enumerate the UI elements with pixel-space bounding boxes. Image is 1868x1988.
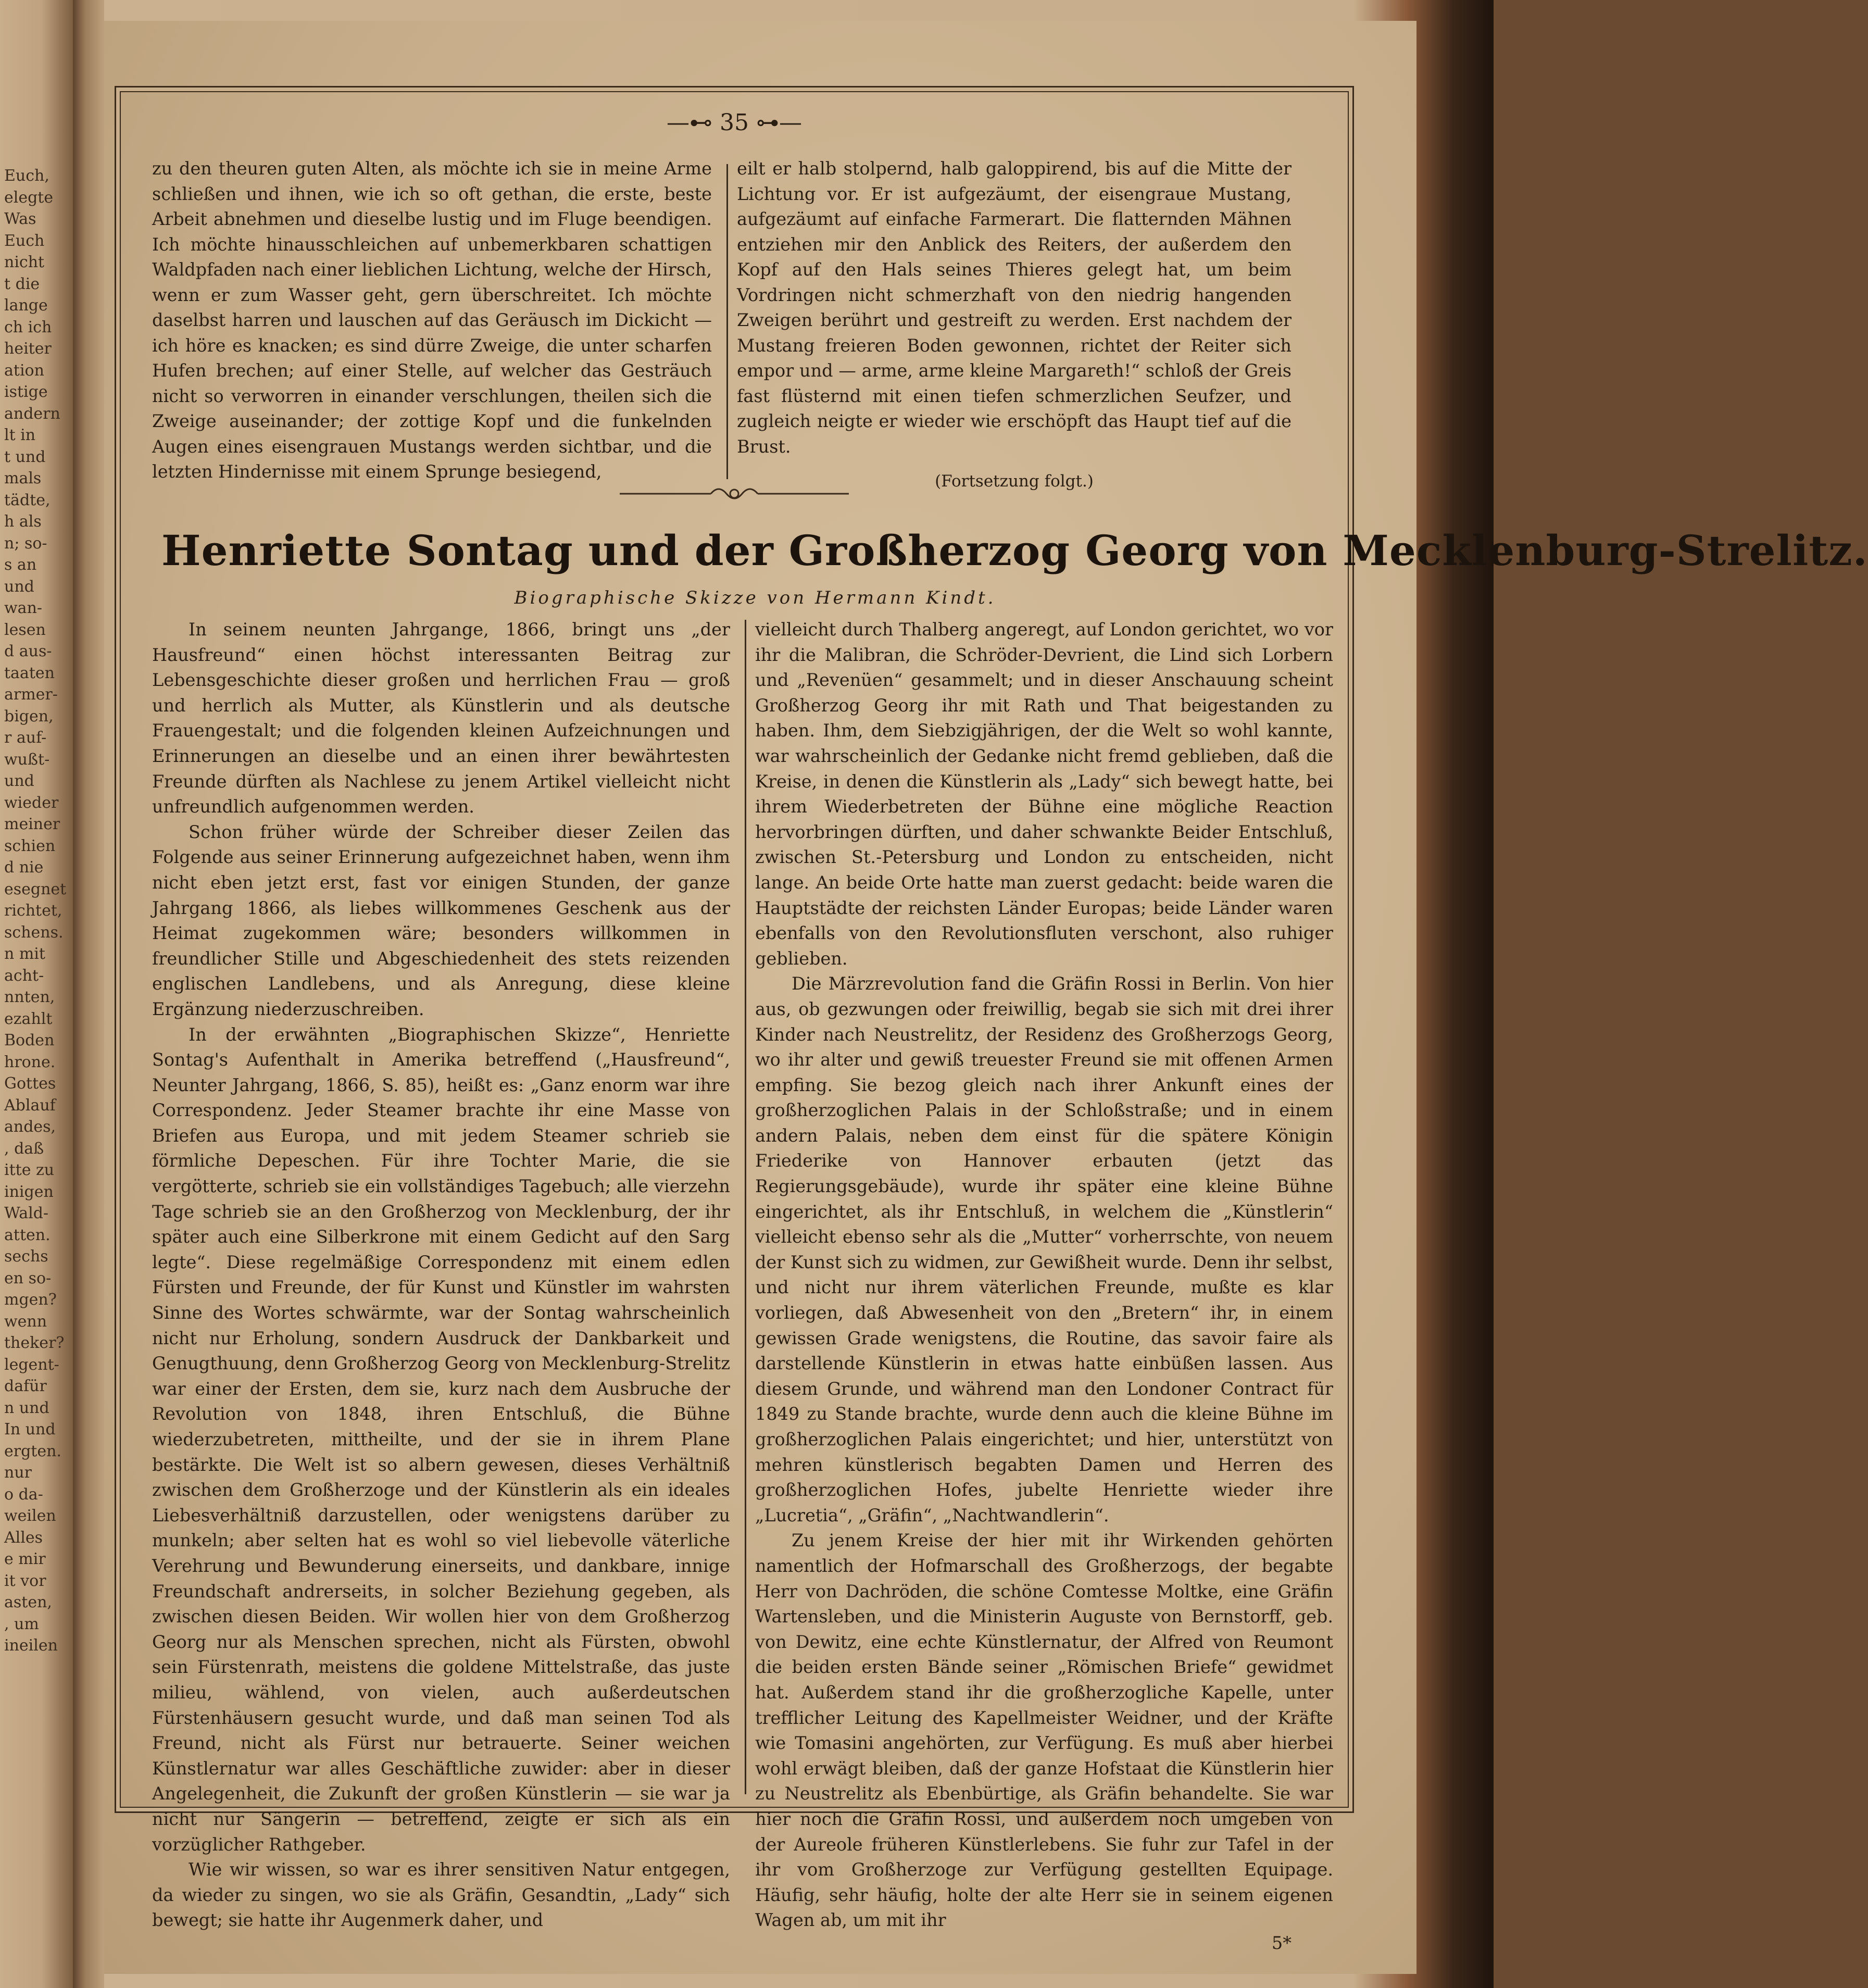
left-page-fragment: theker? (4, 1334, 65, 1352)
left-page-fragment: d nie (4, 858, 44, 877)
left-page-fragment: n mit (4, 945, 45, 963)
left-page-fragment: esegnet (4, 880, 67, 898)
left-page-fragment: sechs (4, 1247, 48, 1266)
left-page-fragment: asten, (4, 1593, 52, 1611)
left-page-fragment: d aus- (4, 642, 52, 660)
paragraph: Zu jenem Kreise der hier mit ihr Wirkenden gehörten namentlich der Hofmarschall des Großherzogs, der begabte Herr von Dachröden, die schöne Comtesse Moltke, eine Gräfin Wartensleben, und die Ministerin Auguste von Bernstorff, geb. von Dewitz, eine echte Künstlernatur, der Alfred von Reumont die beiden ersten Bände seiner „Römischen Briefe“ gewidmet hat. Außerdem stand ihr die großherzogliche Kapelle, unter trefflicher Leitung des Kapellmeister Weidner, und der Kräfte wie Tomasini angehörten, zur Verfügung. Es muß aber hierbei wohl erwägt bleiben, daß der ganze Hofstaat die Künstlerin hier zu Neustrelitz als Ebenbürtige, als Gräfin behandelte. Sie war hier noch die Gräfin Rossi, und außerdem noch umgeben von der Aureole früheren Künstlerlebens. Sie fuhr zur Tafel in der ihr vom Großherzoge zur Verfügung gestellten Equipage. Häufig, sehr häufig, holte der alte Herr sie in seinem eigenen Wagen ab, um mit ihr (755, 1530, 1333, 1931)
left-page-fragment: nnten, (4, 988, 55, 1006)
paragraph: Schon früher würde der Schreiber dieser Zeilen das Folgende aus seiner Erinnerung aufgezeichnet haben, wenn ihm nicht eben jetzt erst, fast vor einigen Stunden, der ganze Jahrgang 1866, als liebes willkommenes Geschenk aus der Heimat zugekommen wäre; besonders willkommen in freundlicher Stille und Abgeschiedenheit des stets reizenden englischen Landlebens, und als Anregung, diese kleine Ergänzung niederzuschreiben. (152, 821, 730, 1019)
paragraph: Wie wir wissen, so war es ihrer sensitiven Natur entgegen, da wieder zu singen, wo sie als Gräfin, Gesandtin, „Lady“ sich bewegt; sie hatte ihr Augenmerk daher, und (152, 1859, 730, 1931)
left-page-fragment: Was (4, 210, 36, 228)
left-page-fragment: it vor (4, 1571, 46, 1590)
left-page-fragment: andes, (4, 1118, 56, 1136)
left-page-fragment: s an (4, 556, 37, 574)
paragraph: In der erwähnten „Biographischen Skizze“, Henriette Sontag's Aufenthalt in Amerika betreffend („Hausfreund“, Neunter Jahrgang, 1866, S. 85), heißt es: „Ganz enorm war ihre Correspondenz. Jeder Steamer brachte ihr eine Masse von Briefen aus Europa, und mit jedem Steamer schrieb sie förmliche Depeschen. Für ihre Tochter Marie, die sie vergötterte, schrieb sie ein vollständiges Tagebuch; alle vierzehn Tage schrieb sie an den Großherzog von Mecklenburg, der ihr später auch eine Silberkrone mit einem Gedicht auf den Sarg legte“. Diese regelmäßige Correspondenz mit einem edlen Fürsten und Freunde, der für Kunst und Künstler im wahrsten Sinne des Wortes schwärmte, war der Sontag wahrscheinlich nicht nur Erholung, sondern Ausdruck der Dankbarkeit und Genugthuung, denn Großherzog Georg von Mecklenburg-Strelitz war einer der Ersten, dem sie, kurz nach dem Ausbruche der Revolution von 1848, ihren Entschluß, die Bühne wiederzubetreten, mittheilte, und der sie in ihrem Plane bestärkte. Die Welt ist so albern gewesen, dieses Verhältniß zwischen dem Großherzoge und der Künstlerin als ein ideales Liebesverhältniß darzustellen, oder wenigstens darüber zu munkeln; aber selten hat es wohl so viel liebevolle väterliche Verehrung und Bewunderung einerseits, und dankbare, innige Freundschaft andrerseits, in solcher Beziehung gegeben, als zwischen diesen Beiden. Wir wollen hier von dem Großherzog Georg nur als Menschen sprechen, nicht als Fürsten, obwohl sein Fürstenrath, meistens die goldene Mittelstraße, das juste milieu, wählend, von vielen, auch außerdeutschen Fürstenhäusern gesucht wurde, und daß man seinen Tod als Freund, nicht als Fürst nur betrauerte. Seiner weichen Künstlernatur war alles Geschäftliche zuwider: aber in dieser Angelegenheit, die Zukunft der großen Künstlerin — sie war ja nicht nur Sängerin — betreffend, zeigte er sich als ein vorzüglicher Rathgeber. (152, 1024, 730, 1855)
left-page-fragment: und (4, 772, 34, 790)
left-page-fragment: inigen (4, 1182, 54, 1201)
left-page-fragment: bigen, (4, 707, 54, 726)
left-page-fragment: ergten. (4, 1442, 61, 1460)
left-page-fragment: lesen (4, 620, 46, 639)
left-page-edge (0, 0, 73, 1988)
left-page-fragment: istige (4, 383, 48, 401)
top-left-column (152, 156, 712, 485)
left-page-fragment: n und (4, 1398, 49, 1417)
continued-note: (Fortsetzung folgt.) (935, 472, 1094, 491)
article-headline: Henriette Sontag und der Großherzog Georg von Mecklenburg-Strelitz. (161, 526, 1868, 575)
left-page-fragment: weilen (4, 1507, 56, 1525)
left-page-fragment: hrone. (4, 1053, 56, 1071)
article-byline: Biographische Skizze von Hermann Kindt. (514, 587, 996, 608)
left-page-fragment: elegte (4, 188, 54, 207)
left-page-fragment: ch ich (4, 318, 52, 336)
left-page-fragment: dafür (4, 1377, 47, 1395)
left-page-fragment: und (4, 577, 34, 596)
left-page-fragment: wan- (4, 599, 43, 617)
left-page-fragment: , daß (4, 1139, 44, 1158)
main-right-column (755, 617, 1333, 1953)
left-page-fragment: en so- (4, 1269, 52, 1287)
left-page-fragment: Gottes (4, 1074, 56, 1093)
signature-mark: 5* (1271, 1932, 1292, 1953)
left-page-fragment: acht- (4, 966, 44, 985)
left-page-fragment: o da- (4, 1485, 43, 1504)
top-left-text: zu den theuren guten Alten, als möchte ich sie in meine Arme schließen und ihnen, wie ich so oft gethan, die erste, beste Arbeit abnehmen und dieselbe lustig und im Fluge beendigen. Ich möchte hinausschleichen auf unbemerkbaren schattigen Waldpfaden nach einer lieblichen Lichtung, welche der Hirsch, wenn er zum Wasser geht, gern überschreitet. Ich möchte daselbst harren und lauschen auf das Geräusch im Dickicht — ich höre es knacken; es sind dürre Zweige, die unter scharfen Hufen brechen; auf einer Stelle, auf welcher das Gesträuch nicht so verworren in einander verschlungen, theilen sich die Zweige auseinander; der zottige Kopf und die funkelnden Augen eines eisengrauen Mustangs werden sichtbar, und die letzten Hindernisse mit einem Sprunge besiegend, (152, 158, 712, 482)
main-left-column (152, 617, 730, 1933)
left-page-fragment: In und (4, 1420, 56, 1439)
left-page-fragment: t die (4, 274, 40, 293)
left-page-fragment: nur (4, 1464, 32, 1482)
left-page-fragment: wußt- (4, 750, 50, 769)
left-page-fragment: r auf- (4, 729, 47, 747)
paragraph: In seinem neunten Jahrgange, 1866, bringt uns „der Hausfreund“ einen höchst interessanten Beitrag zur Lebensgeschichte dieser großen und herrlichen Frau — groß und herrlich als Mutter, als Künstlerin und als deutsche Frauengestalt; und die folgenden kleinen Aufzeichnungen und Erinnerungen an dieselbe und an einen ihrer bewährtesten Freunde dürften als Nachlese zu jenem Artikel vielleicht nicht unfreundlich aufgenommen werden. (152, 619, 730, 817)
left-page-fragment: schien (4, 836, 56, 855)
left-page-fragment: legent- (4, 1355, 59, 1374)
left-page-fragment: h als (4, 512, 42, 531)
left-page-fragment: Wald- (4, 1204, 49, 1222)
left-page-fragment: Euch, (4, 167, 49, 185)
left-page-fragment: ation (4, 361, 44, 380)
left-page-fragment: wieder (4, 793, 59, 812)
left-page-fragment: Euch (4, 231, 45, 250)
top-right-text: eilt er halb stolpernd, halb galoppirend, bis auf die Mitte der Lichtung vor. Er ist aufgezäumt, der eisengraue Mustang, aufgezäumt auf einfache Farmerart. Die flatternden Mähnen entziehen mir den Anblick des Reiters, der außerdem den Kopf auf den Hals seines Thieres gelegt hat, um beim Vordringen nicht schmerzhaft von den niedrig hangenden Zweigen berührt und gestreift zu werden. Erst nachdem der Mustang freieren Boden gewonnen, richtet der Reiter sich empor und — arme, arme kleine Margareth!“ schloß der Greis fast flüsternd mit einen tiefen schmerzlichen Seufzer, und zugleich neigte er wieder wie erschöpft das Haupt tief auf die Brust. (737, 158, 1292, 457)
divider-ornament (620, 482, 849, 506)
left-page-fragment: ineilen (4, 1636, 58, 1655)
left-page-fragment: mgen? (4, 1291, 57, 1309)
left-page-fragment: nicht (4, 253, 45, 271)
left-page-fragment: meiner (4, 815, 60, 833)
left-page-fragment: Boden (4, 1031, 55, 1049)
left-page-fragment: Ablauf (4, 1096, 56, 1115)
book-gutter (73, 0, 104, 1988)
left-page-fragment: heiter (4, 340, 52, 358)
left-page-fragment: lt in (4, 426, 36, 444)
left-page-fragment: itte zu (4, 1161, 55, 1179)
left-page-fragment: richtet, (4, 902, 62, 920)
top-column-divider (726, 164, 728, 479)
left-page-fragment: taaten (4, 664, 55, 682)
paragraph: Die Märzrevolution fand die Gräfin Rossi in Berlin. Von hier aus, ob gezwungen oder freiwillig, begab sie sich mit drei ihrer Kinder nach Neustrelitz, der Residenz des Großherzogs Georg, wo ihr alter und gewiß treuester Freund sie mit offenen Armen empfing. Sie bezog gleich nach ihrer Ankunft eines der großherzoglichen Palais in der Schloßstraße; und in einem andern Palais, neben dem einst für die spätere Königin Friederike von Hannover erbauten (jetzt das Regierungsgebäude), wurde ihr später eine kleine Bühne eingerichtet, als ihr Entschluß, in welchem die „Künstlerin“ vielleicht ebenso sehr als die „Mutter“ vorherrschte, von neuem der Kunst sich zu widmen, zur Gewißheit wurde. Denn ihr selbst, und nicht nur ihrem väterlichen Freunde, mußte es klar vorliegen, daß Abwesenheit von den „Bretern“ ihr, in einem gewissen Grade wenigstens, die Routine, das savoir faire als darstellende Künstlerin in etwas hatte einbüßen lassen. Aus diesem Grunde, und während man den Londoner Contract für 1849 zu Stande brachte, wurde denn auch die kleine Bühne im großherzoglichen Palais eingerichtet; und hier, unterstützt von mehren künstlerisch begabten Damen und Herren des großherzoglichen Hofes, jubelte Henriette wieder ihre „Lucretia“, „Gräfin“, „Nachtwandlerin“. (755, 973, 1333, 1526)
left-page-fragment: n; so- (4, 534, 47, 553)
left-page-fragment: , um (4, 1615, 39, 1633)
left-page-fragment: ezahlt (4, 1009, 53, 1028)
left-page-fragment: lange (4, 296, 48, 315)
left-page-fragment: atten. (4, 1226, 51, 1244)
main-column-divider (745, 620, 746, 1794)
left-page-fragment: Alles (4, 1528, 43, 1547)
left-page-fragment: schens. (4, 923, 64, 942)
paragraph: vielleicht durch Thalberg angeregt, auf London gerichtet, wo vor ihr die Malibran, die Schröder-Devrient, die Lind sich Lorbern und „Revenüen“ gesammelt; und in dieser Anschauung scheint Großherzog Georg ihr mit Rath und That beigestanden zu haben. Ihm, dem Siebzigjährigen, der die Welt so wohl kannte, war wahrscheinlich der Gedanke nicht fremd geblieben, daß die Kreise, in denen die Künstlerin als „Lady“ sich bewegt hatte, bei ihrem Wiederbetreten der Bühne eine mögliche Reaction hervorbringen dürften, und daher schwankte Beider Entschluß, zwischen St.-Petersburg und London zu entscheiden, nicht lange. An beide Orte hatte man zuerst gedacht: beide waren die Hauptstädte der reichsten Länder Europas; beide Länder waren ebenfalls von den Revolutionsfluten verschont, also ruhiger geblieben. (755, 619, 1333, 969)
page-number: —⊷ 35 ⊶— (667, 109, 802, 136)
left-page-fragment: wenn (4, 1312, 47, 1331)
left-page-fragment: tädte, (4, 491, 51, 509)
left-page-fragment: t und (4, 447, 46, 466)
left-page-fragment: e mir (4, 1550, 46, 1568)
left-page-fragment: mals (4, 469, 42, 487)
top-right-column (737, 156, 1292, 494)
left-page-fragment: armer- (4, 685, 58, 704)
left-page-fragment: andern (4, 404, 60, 423)
